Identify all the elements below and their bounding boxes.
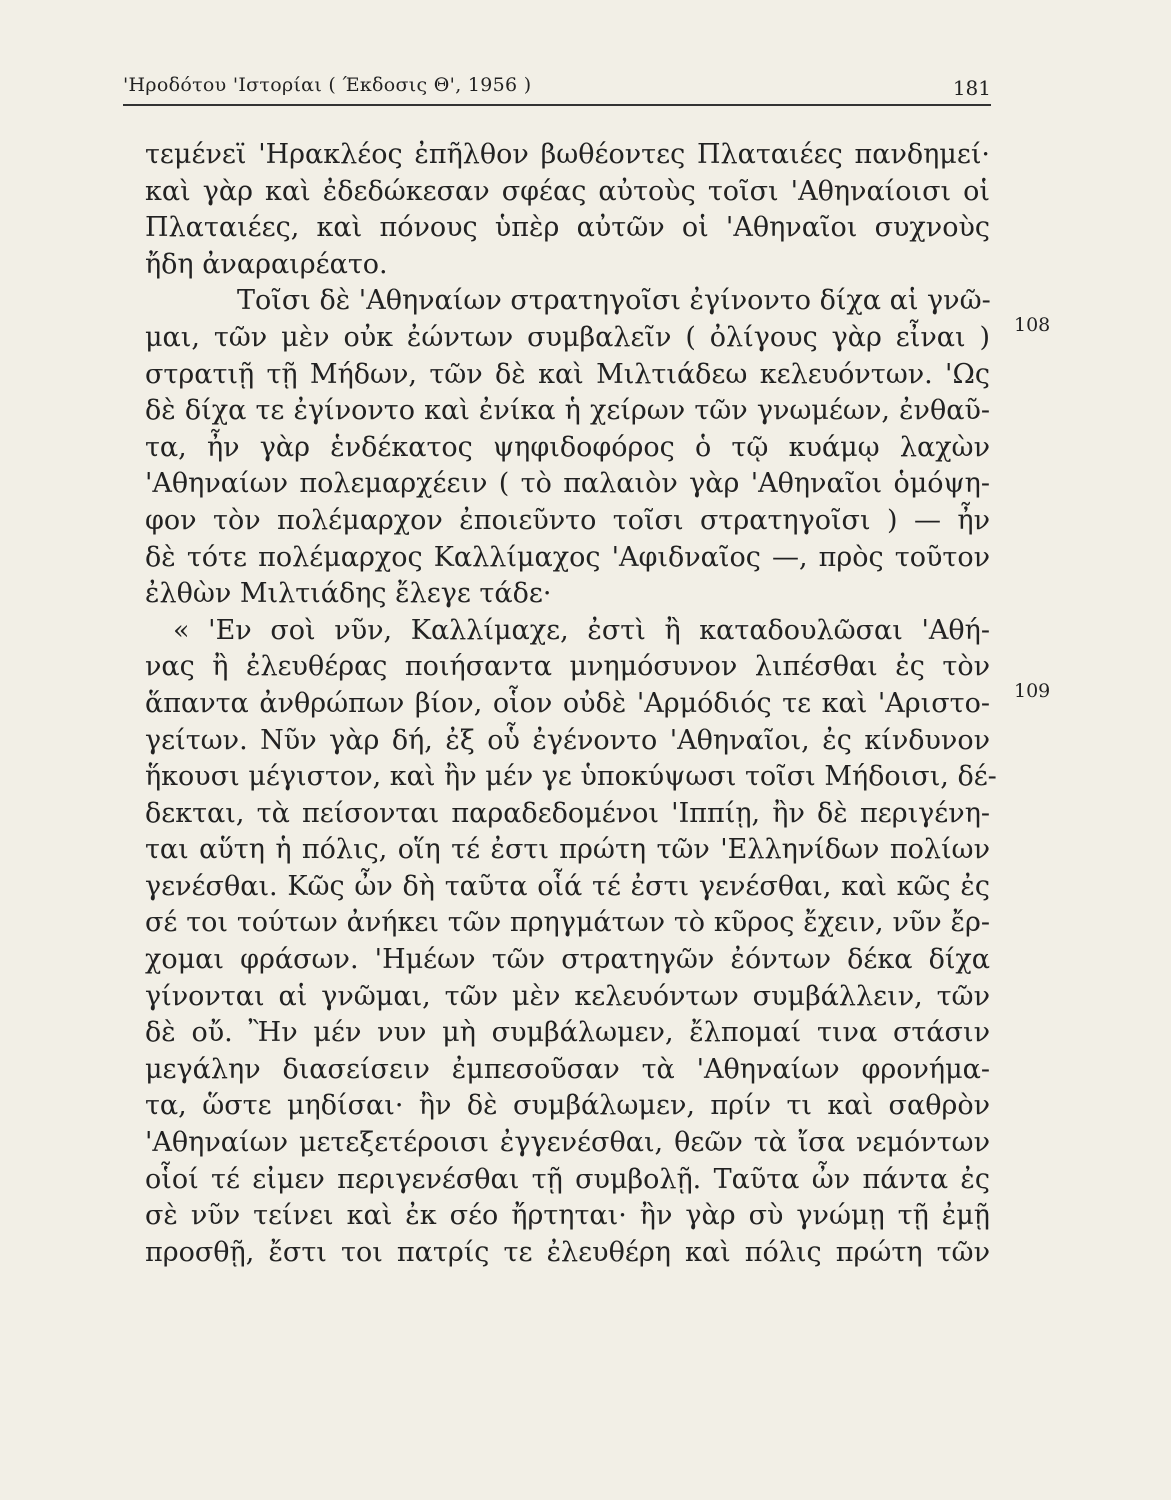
text-line: τα, ἦν γὰρ ἑνδέκατος ψηφιδοφόρος ὁ τῷ κυάμῳ λαχὼν (145, 431, 990, 463)
running-title: 'Ηροδότου 'Ιστορίαι ( Έκδοσις Θ', 1956 ) (123, 74, 532, 96)
text-line: Τοῖσι δὲ 'Αθηναίων στρατηγοῖσι ἐγίνοντο δίχα αἱ γνῶ- (237, 285, 991, 317)
section-number-108: 108 (1014, 314, 1051, 336)
text-line: γίνονται αἱ γνῶμαι, τῶν μὲν κελευόντων συμβάλλειν, τῶν (145, 980, 990, 1012)
text-line: « 'Εν σοὶ νῦν, Καλλίμαχε, ἐστὶ ἢ καταδουλῶσαι 'Αθή- (173, 614, 990, 646)
text-line: φον τὸν πολέμαρχον ἐποιεῦντο τοῖσι στρατηγοῖσι ) — ἦν (145, 504, 990, 536)
page-number: 181 (952, 76, 991, 100)
text-line: καὶ γὰρ καὶ ἐδεδώκεσαν σφέας αὐτοὺς τοῖσι 'Αθηναίοισι οἱ (145, 175, 990, 207)
text-line: σὲ νῦν τείνει καὶ ἐκ σέο ἤρτηται· ἢν γὰρ σὺ γνώμῃ τῇ ἐμῇ (145, 1200, 990, 1232)
text-line: στρατιῇ τῇ Μήδων, τῶν δὲ καὶ Μιλτιάδεω κελευόντων. 'Ως (145, 358, 990, 390)
text-line: Πλαταιέες, καὶ πόνους ὑπὲρ αὐτῶν οἱ 'Αθηναῖοι συχνοὺς (145, 212, 990, 244)
section-number-109: 109 (1014, 680, 1051, 702)
text-line: ἐλθὼν Μιλτιάδης ἔλεγε τάδε· (145, 578, 552, 610)
text-line: ἅπαντα ἀνθρώπων βίον, οἷον οὐδὲ 'Αρμόδιός τε καὶ 'Αριστο- (145, 687, 990, 719)
text-line: γείτων. Νῦν γὰρ δή, ἐξ οὗ ἐγένοντο 'Αθηναῖοι, ἐς κίνδυνον (145, 724, 990, 756)
text-line: δεκται, τὰ πείσονται παραδεδομένοι 'Ιππίῃ, ἢν δὲ περιγένη- (145, 797, 990, 829)
text-line: 'Αθηναίων μετεξετέροισι ἐγγενέσθαι, θεῶν τὰ ἴσα νεμόντων (145, 1127, 990, 1159)
text-line: δὲ τότε πολέμαρχος Καλλίμαχος 'Αφιδναῖος —, πρὸς τοῦτον (145, 541, 990, 573)
text-line: τεμένεϊ 'Ηρακλέος ἐπῆλθον βωθέοντες Πλαταιέες πανδημεί· (145, 139, 990, 170)
text-line: προσθῇ, ἔστι τοι πατρίς τε ἐλευθέρη καὶ πόλις πρώτη τῶν (145, 1236, 990, 1268)
text-line: ἤδη ἀναραιρέατο. (145, 248, 388, 280)
running-header (123, 64, 991, 104)
text-line: σέ τοι τούτων ἀνήκει τῶν πρηγμάτων τὸ κῦρος ἔχειν, νῦν ἔρ- (145, 907, 990, 939)
body-text (145, 137, 997, 1271)
text-line: μεγάλην διασείσειν ἐμπεσοῦσαν τὰ 'Αθηναίων φρονήμα- (145, 1053, 990, 1085)
text-line: ἥκουσι μέγιστον, καὶ ἢν μέν γε ὑποκύψωσι τοῖσι Μήδοισι, δέ- (145, 761, 997, 793)
text-line: νας ἢ ἐλευθέρας ποιήσαντα μνημόσυνον λιπέσθαι ἐς τὸν (145, 651, 990, 683)
text-line: μαι, τῶν μὲν οὐκ ἐώντων συμβαλεῖν ( ὀλίγους γὰρ εἶναι ) (145, 321, 990, 353)
text-line: χομαι φράσων. 'Ημέων τῶν στρατηγῶν ἐόντων δέκα δίχα (145, 944, 990, 976)
text-line: 'Αθηναίων πολεμαρχέειν ( τὸ παλαιὸν γὰρ 'Αθηναῖοι ὁμόψη- (145, 468, 990, 500)
text-line: οἷοί τέ εἰμεν περιγενέσθαι τῇ συμβολῇ. Ταῦτα ὦν πάντα ἐς (145, 1163, 990, 1195)
header-rule (123, 104, 991, 106)
text-line: δὲ δίχα τε ἐγίνοντο καὶ ἐνίκα ἡ χείρων τῶν γνωμέων, ἐνθαῦ- (145, 395, 990, 427)
text-line: τα, ὥστε μηδίσαι· ἢν δὲ συμβάλωμεν, πρίν τι καὶ σαθρὸν (145, 1090, 990, 1122)
text-line: δὲ οὔ. Ἢν μέν νυν μὴ συμβάλωμεν, ἔλπομαί τινα στάσιν (145, 1017, 990, 1049)
text-line: γενέσθαι. Κῶς ὦν δὴ ταῦτα οἷά τέ ἐστι γενέσθαι, καὶ κῶς ἐς (145, 870, 990, 902)
text-line: ται αὕτη ἡ πόλις, οἵη τέ ἐστι πρώτη τῶν 'Ελληνίδων πολίων (145, 834, 990, 866)
